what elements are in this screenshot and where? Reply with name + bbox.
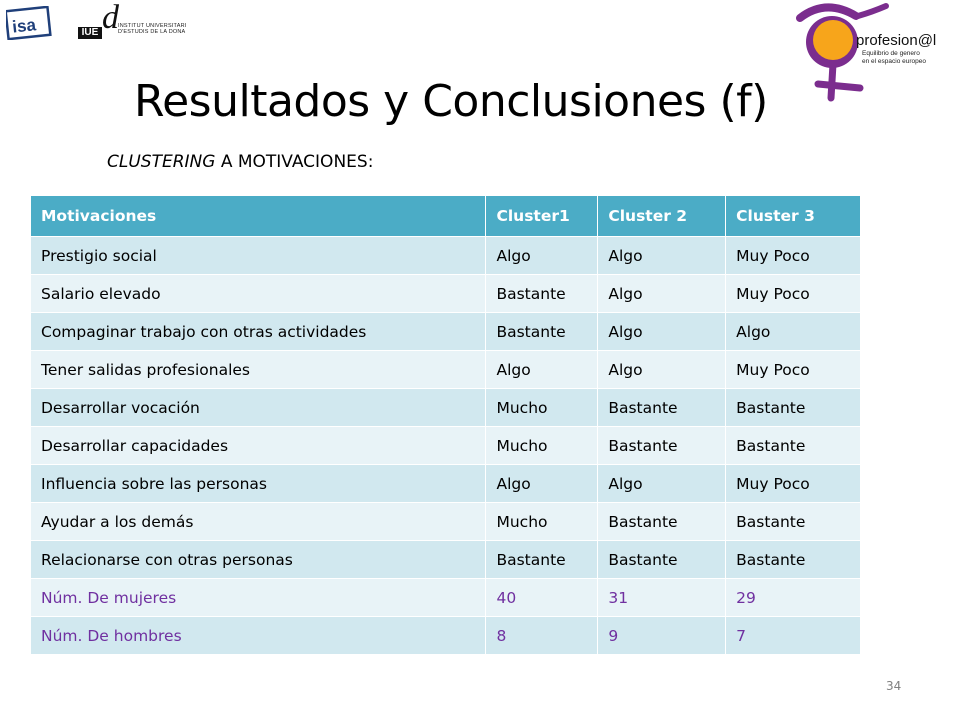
- cluster-3-cell: 7: [726, 617, 861, 655]
- row-label-cell: Núm. De mujeres: [31, 579, 486, 617]
- table-row: [31, 541, 861, 579]
- cluster-2-cell: Bastante: [598, 389, 726, 427]
- cluster-3-cell: Muy Poco: [726, 465, 861, 503]
- iue-logo: [78, 0, 208, 44]
- cluster-2-cell: Bastante: [598, 427, 726, 465]
- row-label-cell: Tener salidas profesionales: [31, 351, 486, 389]
- table-row: [31, 617, 861, 655]
- cluster-1-cell: Mucho: [486, 389, 598, 427]
- table-row: [31, 579, 861, 617]
- header-cluster2: Cluster 2: [598, 196, 726, 237]
- cluster-2-cell: 9: [598, 617, 726, 655]
- header-motivaciones: Motivaciones: [31, 196, 486, 237]
- subtitle-italic: CLUSTERING: [107, 152, 216, 172]
- table-row: [31, 427, 861, 465]
- iue-logo-text: INSTITUT UNIVERSITARI D'ESTUDIS DE LA DONA: [118, 23, 187, 35]
- table-row: [31, 351, 861, 389]
- table-row: [31, 275, 861, 313]
- iue-logo-letter: d: [102, 0, 119, 36]
- profesional-logo-tagline: Equilibrio de genero en el espacio europeo: [862, 50, 926, 65]
- motivations-table: [30, 195, 861, 655]
- isa-logo-text: isa: [11, 15, 37, 37]
- table-row: [31, 237, 861, 275]
- cluster-2-cell: Algo: [598, 313, 726, 351]
- table-header-row: [31, 196, 861, 237]
- cluster-1-cell: Mucho: [486, 503, 598, 541]
- table-row: [31, 503, 861, 541]
- row-label-cell: Desarrollar vocación: [31, 389, 486, 427]
- cluster-3-cell: Bastante: [726, 541, 861, 579]
- profesional-logo: [796, 2, 958, 102]
- table-row: [31, 313, 861, 351]
- slide-title: Resultados y Conclusiones (f): [134, 76, 768, 127]
- row-label-cell: Desarrollar capacidades: [31, 427, 486, 465]
- cluster-1-cell: Bastante: [486, 541, 598, 579]
- row-label-cell: Salario elevado: [31, 275, 486, 313]
- cluster-3-cell: Bastante: [726, 503, 861, 541]
- cluster-2-cell: Algo: [598, 465, 726, 503]
- row-label-cell: Núm. De hombres: [31, 617, 486, 655]
- row-label-cell: Relacionarse con otras personas: [31, 541, 486, 579]
- cluster-3-cell: Bastante: [726, 427, 861, 465]
- cluster-2-cell: Algo: [598, 237, 726, 275]
- cluster-2-cell: Algo: [598, 275, 726, 313]
- cluster-3-cell: Muy Poco: [726, 351, 861, 389]
- cluster-3-cell: Muy Poco: [726, 275, 861, 313]
- row-label-cell: Prestigio social: [31, 237, 486, 275]
- row-label-cell: Influencia sobre las personas: [31, 465, 486, 503]
- cluster-1-cell: Algo: [486, 237, 598, 275]
- cluster-1-cell: Bastante: [486, 313, 598, 351]
- cluster-2-cell: Algo: [598, 351, 726, 389]
- cluster-3-cell: Muy Poco: [726, 237, 861, 275]
- subtitle-rest: A MOTIVACIONES:: [215, 152, 374, 172]
- row-label-cell: Ayudar a los demás: [31, 503, 486, 541]
- cluster-1-cell: 8: [486, 617, 598, 655]
- cluster-2-cell: Bastante: [598, 541, 726, 579]
- cluster-3-cell: 29: [726, 579, 861, 617]
- cluster-2-cell: Bastante: [598, 503, 726, 541]
- page-number: 34: [886, 679, 902, 693]
- cluster-3-cell: Algo: [726, 313, 861, 351]
- header-cluster1: Cluster1: [486, 196, 598, 237]
- cluster-1-cell: Bastante: [486, 275, 598, 313]
- table-row: [31, 389, 861, 427]
- cluster-1-cell: Algo: [486, 465, 598, 503]
- iue-logo-box: IUE: [78, 27, 102, 39]
- cluster-1-cell: Mucho: [486, 427, 598, 465]
- slide-subtitle: [107, 152, 373, 172]
- cluster-1-cell: 40: [486, 579, 598, 617]
- header-cluster3: Cluster 3: [726, 196, 861, 237]
- isa-logo: [6, 6, 52, 40]
- cluster-1-cell: Algo: [486, 351, 598, 389]
- row-label-cell: Compaginar trabajo con otras actividades: [31, 313, 486, 351]
- profesional-logo-name: profesion@l: [856, 32, 937, 49]
- cluster-3-cell: Bastante: [726, 389, 861, 427]
- table-row: [31, 465, 861, 503]
- cluster-2-cell: 31: [598, 579, 726, 617]
